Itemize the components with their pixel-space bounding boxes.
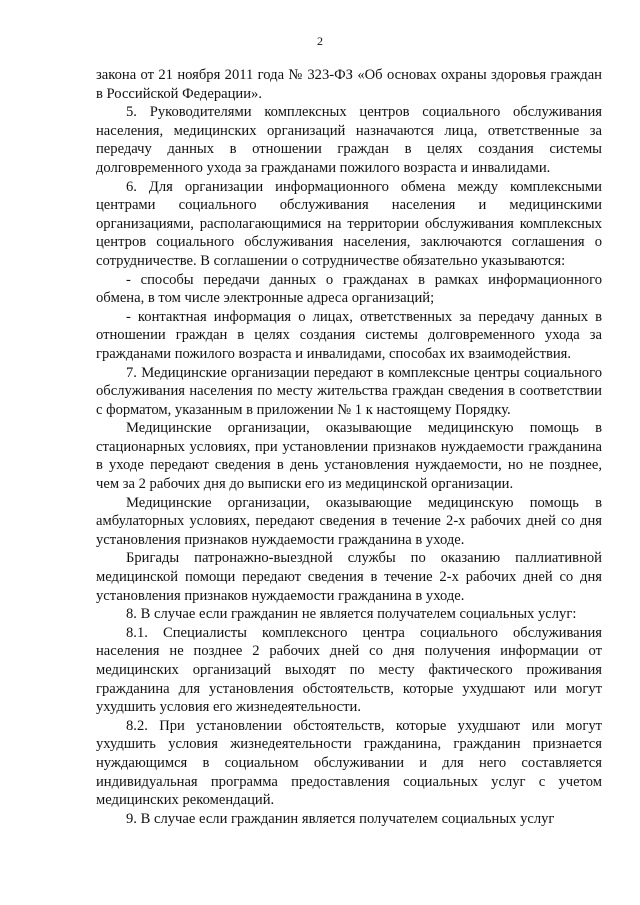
paragraph-item-6: 6. Для организации информационного обмена между комплексными центрами социального обслуживания населения и медицинскими организациями, располагающимися на территории обслуживания комплексных центров социального обслуживания населения, заключаются соглашения о сотрудничестве. В соглашении о сотрудничестве обязательно указываются: [96,178,602,269]
paragraph-item-8-1: 8.1. Специалисты комплексного центра социального обслуживания населения не позднее 2 рабочих дней со дня получения информации от медицинских организаций выходят по месту фактического проживания гражданина для установления обстоятельств, которые ухудшают или могут ухудшить условия его жизнедеятельности. [96,624,602,716]
paragraph-item-7: 7. Медицинские организации передают в комплексные центры социального обслуживания населения по месту жительства граждан сведения в соответствии с форматом, указанным в приложении № 1 к настоящему Порядку. [96,364,602,418]
paragraph-item-9: 9. В случае если гражданин является получателем социальных услуг [126,810,555,827]
paragraph-continuation: закона от 21 ноября 2011 года № 323-ФЗ «Об основах охраны здоровья граждан в Российской Федерации». [96,67,602,102]
document-body [96,66,602,828]
paragraph-item-8: 8. В случае если гражданин не является получателем социальных услуг: [126,606,577,623]
paragraph-outpatient: Медицинские организации, оказывающие медицинскую помощь в амбулаторных условиях, передают сведения в течение 2-х рабочих дней со дня установления признаков нуждаемости гражданина в уходе. [96,494,602,548]
paragraph-item-8-2: 8.2. При установлении обстоятельств, которые ухудшают или могут ухудшить условия жизнедеятельности гражданина, гражданин признается нуждающимся в социальном обслуживании и для него составляется индивидуальная программа предоставления социальных услуг с учетом медицинских рекомендаций. [96,717,602,809]
paragraph-palliative-teams: Бригады патронажно-выездной службы по оказанию паллиативной медицинской помощи передают сведения в течение 2-х рабочих дней со дня установления признаков нуждаемости гражданина в уходе. [96,550,602,604]
paragraph-item-5: 5. Руководителями комплексных центров социального обслуживания населения, медицинских организаций назначаются лица, ответственные за передачу данных в отношении граждан в целях создания системы долговременного ухода за гражданами пожилого возраста и инвалидами. [96,104,602,176]
paragraph-inpatient: Медицинские организации, оказывающие медицинскую помощь в стационарных условиях, при установлении признаков нуждаемости гражданина в уходе передают сведения в день установления нуждаемости, но не позднее, чем за 2 рабочих дня до выписки его из медицинской организации. [96,420,602,493]
page-number: 2 [317,34,323,48]
paragraph-bullet-data-transfer: - способы передачи данных о гражданах в рамках информационного обмена, в том числе электронные адреса организаций; [96,271,602,307]
paragraph-bullet-contacts: - контактная информация о лицах, ответственных за передачу данных в отношении граждан в целях создания системы долговременного ухода за гражданами пожилого возраста и инвалидами, способах их взаимодействия. [96,308,602,362]
